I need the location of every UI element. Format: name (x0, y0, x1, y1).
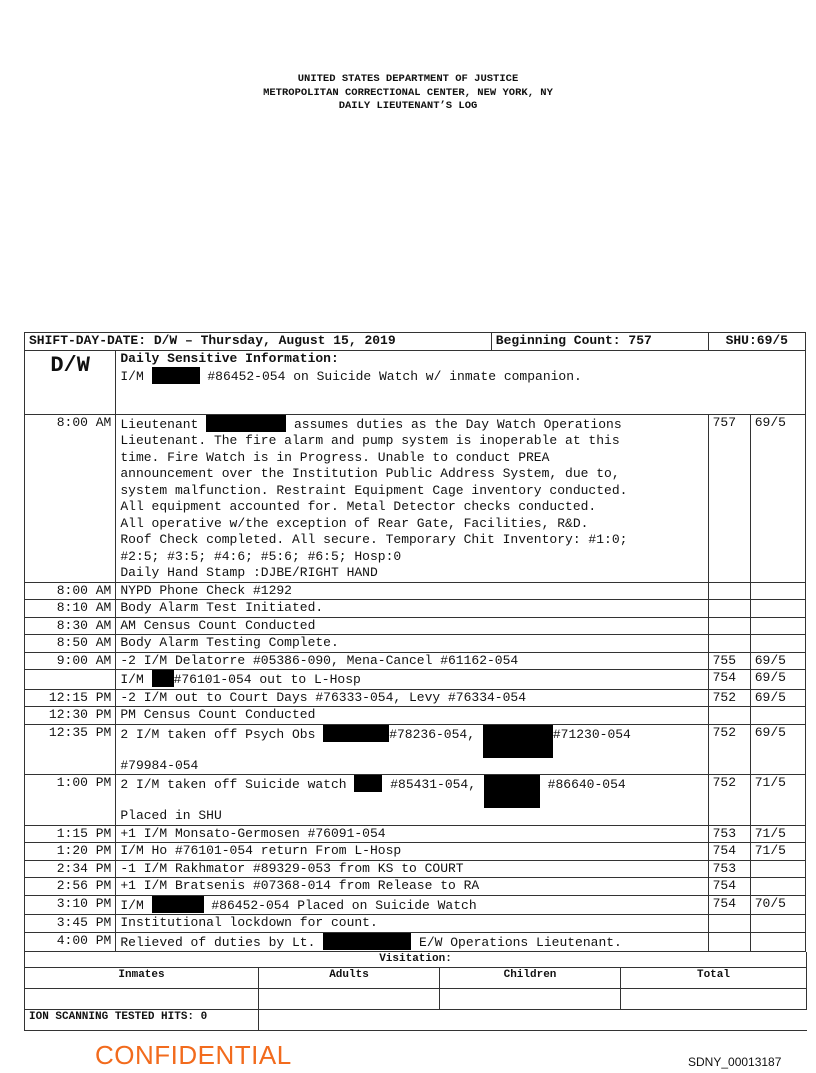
log-entry (25, 932, 806, 952)
log-entry (25, 582, 806, 600)
entry-time: 2:56 PM (25, 878, 116, 896)
entry-text: +1 I/M Monsato-Germosen #76091-054 (116, 825, 708, 843)
visitation-total-value (621, 988, 807, 1009)
entry-time: 12:30 PM (25, 707, 116, 725)
entry-count (708, 582, 750, 600)
entry-text-part: I/M (120, 897, 144, 913)
entry-text (116, 895, 708, 915)
redaction-block (152, 670, 174, 687)
entry-text-line: #79984-054 (120, 757, 199, 773)
shift-row (25, 333, 806, 351)
entry-text-line: Lieutenant. The fire alarm and pump system is inoperable at this (120, 433, 620, 448)
entry-count: 754 (708, 843, 750, 861)
entry-text (116, 775, 708, 826)
entry-text: NYPD Phone Check #1292 (116, 582, 708, 600)
entry-time: 9:00 AM (25, 652, 116, 670)
entry-text-part: #78236-054, (389, 726, 476, 742)
entry-count: 754 (708, 895, 750, 915)
entry-shu (750, 582, 805, 600)
log-entry (25, 915, 806, 933)
entry-time: 8:50 AM (25, 635, 116, 653)
entry-text: AM Census Count Conducted (116, 617, 708, 635)
entry-shu (750, 932, 805, 952)
entry-count (708, 707, 750, 725)
visitation-col-total: Total (621, 967, 807, 988)
sensitive-info (116, 350, 806, 414)
entry-text-part: 2 I/M taken off Suicide watch (120, 777, 347, 792)
shu-count: SHU:69/5 (708, 333, 805, 351)
entry-time: 3:10 PM (25, 895, 116, 915)
log-entry (25, 825, 806, 843)
entry-time: 1:15 PM (25, 825, 116, 843)
entry-text: -2 I/M Delatorre #05386-090, Mena-Cancel #61162-054 (116, 652, 708, 670)
entry-text-line: All operative w/the exception of Rear Gate, Facilities, R&D. (120, 515, 589, 531)
entry-text-line: Placed in SHU (120, 808, 222, 823)
entry-text-part: I/M (120, 672, 144, 687)
log-entry (25, 707, 806, 725)
entry-time: 12:35 PM (25, 724, 116, 775)
visitation-title: Visitation: (25, 952, 807, 967)
log-entry (25, 414, 806, 582)
entry-time: 12:15 PM (25, 689, 116, 707)
entry-text: I/M Ho #76101-054 return From L-Hosp (116, 843, 708, 861)
ion-scanning-row (25, 1009, 807, 1030)
entry-shu (750, 878, 805, 896)
entry-count (708, 932, 750, 952)
entry-shu (750, 860, 805, 878)
entry-text-part: 2 I/M taken off Psych Obs (120, 726, 316, 742)
entry-text-line: Daily Hand Stamp :DJBE/RIGHT HAND (120, 565, 378, 580)
sensitive-text: #86452-054 on Suicide Watch w/ inmate companion. (207, 369, 582, 384)
entry-time (25, 670, 116, 690)
entry-text-line: announcement over the Institution Public Address System, due to, (120, 466, 620, 481)
entry-time: 4:00 PM (25, 932, 116, 952)
visitation-col-children: Children (440, 967, 621, 988)
entry-count: 752 (708, 775, 750, 826)
entry-count: 752 (708, 724, 750, 775)
header-facility: METROPOLITAN CORRECTIONAL CENTER, NEW YORK, NY (263, 86, 553, 99)
entry-time: 8:10 AM (25, 600, 116, 618)
entry-time: 1:00 PM (25, 775, 116, 826)
entry-text-part: Relieved of duties by Lt. (120, 934, 316, 950)
entry-text-part: #76101-054 out to L-Hosp (173, 672, 361, 687)
entry-shu: 71/5 (750, 843, 805, 861)
log-table (24, 332, 806, 952)
entry-text-part: E/W Operations Lieutenant. (419, 934, 622, 950)
entry-count: 753 (708, 825, 750, 843)
entry-text: Institutional lockdown for count. (116, 915, 708, 933)
entry-count: 753 (708, 860, 750, 878)
entry-text-line: #2:5; #3:5; #4:6; #5:6; #6:5; Hosp:0 (120, 548, 402, 564)
sensitive-prefix: I/M (120, 369, 144, 384)
entry-text-part: #86452-054 Placed on Suicide Watch (211, 897, 477, 913)
visitation-title-row (25, 952, 807, 967)
visitation-children-value (440, 988, 621, 1009)
entry-time: 2:34 PM (25, 860, 116, 878)
entry-shu (750, 915, 805, 933)
entry-text: -2 I/M out to Court Days #76333-054, Levy #76334-054 (116, 689, 708, 707)
log-entries (25, 825, 806, 895)
log-entries (25, 582, 806, 670)
log-entry (25, 600, 806, 618)
visitation-header-row (25, 967, 807, 988)
redaction-block (484, 775, 540, 808)
entry-count (708, 617, 750, 635)
visitation-values-row (25, 988, 807, 1009)
redaction-block (483, 725, 553, 758)
entry-text (116, 414, 708, 582)
beginning-count: Beginning Count: 757 (491, 333, 708, 351)
entry-text (116, 670, 708, 690)
entry-text: -1 I/M Rakhmator #89329-053 from KS to COURT (116, 860, 708, 878)
log-entry (25, 617, 806, 635)
confidential-stamp: CONFIDENTIAL (95, 1040, 292, 1070)
header-agency: UNITED STATES DEPARTMENT OF JUSTICE (297, 73, 519, 85)
shift-code: D/W (25, 350, 116, 414)
document-header (0, 73, 816, 114)
log-entry (25, 635, 806, 653)
entry-shu (750, 600, 805, 618)
bates-number: SDNY_00013187 (688, 1055, 782, 1069)
entry-count: 752 (708, 689, 750, 707)
log-entries (25, 689, 806, 724)
visitation-col-inmates: Inmates (25, 967, 259, 988)
sensitive-title: Daily Sensitive Information: (120, 350, 339, 366)
entry-count (708, 635, 750, 653)
log-entry (25, 724, 806, 775)
log-entry (25, 878, 806, 896)
redaction-block (354, 775, 382, 792)
entry-text-part: Lieutenant (120, 416, 199, 432)
redaction-block (152, 367, 200, 384)
entry-shu: 70/5 (750, 895, 805, 915)
entry-shu: 69/5 (750, 724, 805, 775)
visitation-table (24, 952, 807, 1031)
entry-count: 757 (708, 414, 750, 582)
entry-text-line: Roof Check completed. All secure. Temporary Chit Inventory: #1:0; (120, 532, 628, 547)
entry-shu (750, 635, 805, 653)
entry-text-line: system malfunction. Restraint Equipment Cage inventory conducted. (120, 482, 628, 498)
redaction-block (323, 725, 389, 742)
entry-shu: 69/5 (750, 670, 805, 690)
entry-text: Body Alarm Testing Complete. (116, 635, 708, 653)
entry-text (116, 724, 708, 775)
entry-count (708, 915, 750, 933)
log-entry (25, 670, 806, 690)
entry-time: 3:45 PM (25, 915, 116, 933)
log-entry (25, 775, 806, 826)
entry-text-part: #71230-054 (552, 726, 631, 742)
entry-shu: 69/5 (750, 652, 805, 670)
entry-text-part: assumes duties as the Day Watch Operations (293, 416, 622, 432)
entry-text: +1 I/M Bratsenis #07368-014 from Release to RA (116, 878, 708, 896)
redaction-block (152, 896, 204, 913)
sensitive-row (25, 350, 806, 414)
entry-shu: 69/5 (750, 414, 805, 582)
visitation-inmates-value (25, 988, 259, 1009)
log-entry (25, 652, 806, 670)
redaction-block (206, 415, 286, 432)
entry-text: PM Census Count Conducted (116, 707, 708, 725)
ion-scanning: ION SCANNING TESTED HITS: 0 (25, 1009, 259, 1030)
log-entry (25, 895, 806, 915)
entry-count (708, 600, 750, 618)
visitation-adults-value (259, 988, 440, 1009)
entry-text-line: time. Fire Watch is in Progress. Unable to conduct PREA (120, 449, 550, 465)
log-entry (25, 689, 806, 707)
redaction-block (323, 933, 411, 950)
shift-day-date: SHIFT-DAY-DATE: D/W – Thursday, August 15, 2019 (25, 333, 492, 351)
entry-shu (750, 617, 805, 635)
entry-time: 8:00 AM (25, 414, 116, 582)
entry-text-part: #86640-054 (547, 777, 626, 792)
entry-count: 754 (708, 878, 750, 896)
log-entry (25, 860, 806, 878)
entry-text-line: All equipment accounted for. Metal Detector checks conducted. (120, 499, 597, 514)
entry-shu: 69/5 (750, 689, 805, 707)
log-entry (25, 843, 806, 861)
entry-time: 8:30 AM (25, 617, 116, 635)
entry-text-part: #85431-054, (390, 777, 477, 792)
entry-text: Body Alarm Test Initiated. (116, 600, 708, 618)
entry-count: 754 (708, 670, 750, 690)
entry-time: 8:00 AM (25, 582, 116, 600)
entry-shu (750, 707, 805, 725)
entry-time: 1:20 PM (25, 843, 116, 861)
entry-shu: 71/5 (750, 775, 805, 826)
entry-shu: 71/5 (750, 825, 805, 843)
ion-scanning-blank (259, 1009, 807, 1030)
header-log-title: DAILY LIEUTENANT’S LOG (338, 100, 478, 112)
entry-count: 755 (708, 652, 750, 670)
entry-text (116, 932, 708, 952)
visitation-col-adults: Adults (259, 967, 440, 988)
